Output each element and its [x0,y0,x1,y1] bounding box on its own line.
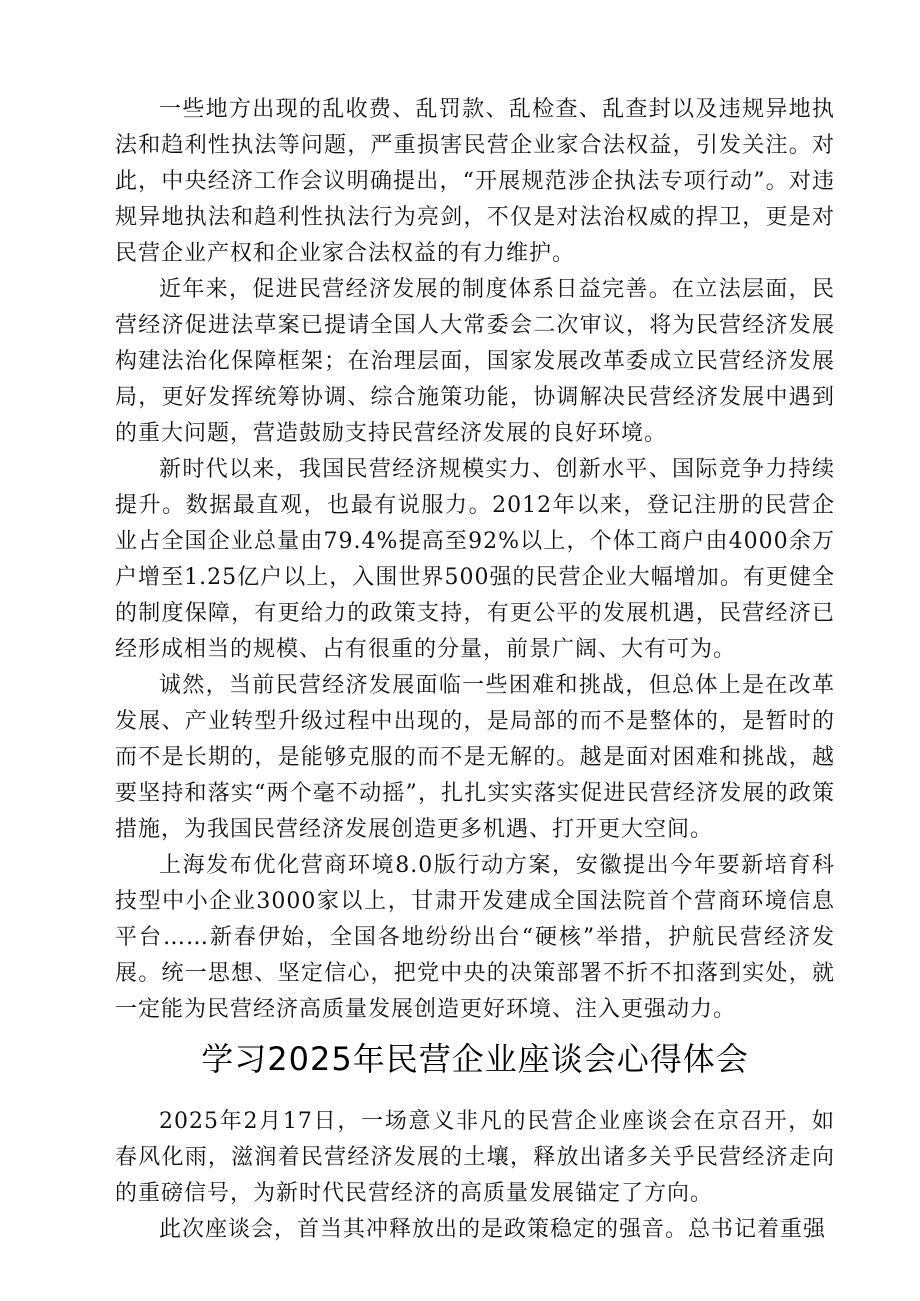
paragraph: 诚然，当前民营经济发展面临一些困难和挑战，但总体上是在改革发展、产业转型升级过程中出现的，是局部的而不是整体的，是暂时的而不是长期的，是能够克服的而不是无解的。越是面对困难和挑战，越要坚持和落实“两个毫不动摇”，扎扎实实落实促进民营经济发展的政策措施，为我国民营经济发展创造更多机遇、打开更大空间。 [115,673,835,842]
paragraph: 此次座谈会，首当其冲释放出的是政策稳定的强音。总书记着重强 [159,1217,827,1242]
article-section-2 [115,1036,835,1248]
paragraph: 2025年2月17日，一场意义非凡的民营企业座谈会在京召开，如春风化雨，滋润着民营经济发展的土壤，释放出诸多关乎民营经济走向的重磅信号，为新时代民营经济的高质量发展锚定了方向。 [115,1109,835,1206]
paragraph: 一些地方出现的乱收费、乱罚款、乱检查、乱查封以及违规异地执法和趋利性执法等问题，严重损害民营企业家合法权益，引发关注。对此，中央经济工作会议明确提出，“开展规范涉企执法专项行动”。对违规异地执法和趋利性执法行为亮剑，不仅是对法治权威的捍卫，更是对民营企业产权和企业家合法权益的有力维护。 [115,97,835,266]
paragraph: 新时代以来，我国民营经济规模实力、创新水平、国际竞争力持续提升。数据最直观，也最有说服力。2012年以来，登记注册的民营企业占全国企业总量由79.4%提高至92%以上，个体工商户由4000余万户增至1.25亿户以上，入围世界500强的民营企业大幅增加。有更健全的制度保障，有更给力的政策支持，有更公平的发展机遇，民营经济已经形成相当的规模、占有很重的分量，前景广阔、大有可为。 [115,457,835,662]
paragraph: 近年来，促进民营经济发展的制度体系日益完善。在立法层面，民营经济促进法草案已提请全国人大常委会二次审议，将为民营经济发展构建法治化保障框架；在治理层面，国家发展改革委成立民营经济发展局，更好发挥统筹协调、综合施策功能，协调解决民营经济发展中遇到的重大问题，营造鼓励支持民营经济发展的良好环境。 [115,277,835,446]
section-title: 学习2025年民营企业座谈会心得体会 [201,1040,749,1078]
paragraph: 上海发布优化营商环境8.0版行动方案，安徽提出今年要新培育科技型中小企业3000家以上，甘肃开发建成全国法院首个营商环境信息平台……新春伊始，全国各地纷纷出台“硬核”举措，护航民营经济发展。统一思想、坚定信心，把党中央的决策部署不折不扣落到实处，就一定能为民营经济高质量发展创造更好环境、注入更强动力。 [115,853,835,1022]
article-section-1 [115,92,835,1028]
document-body [115,92,835,1248]
